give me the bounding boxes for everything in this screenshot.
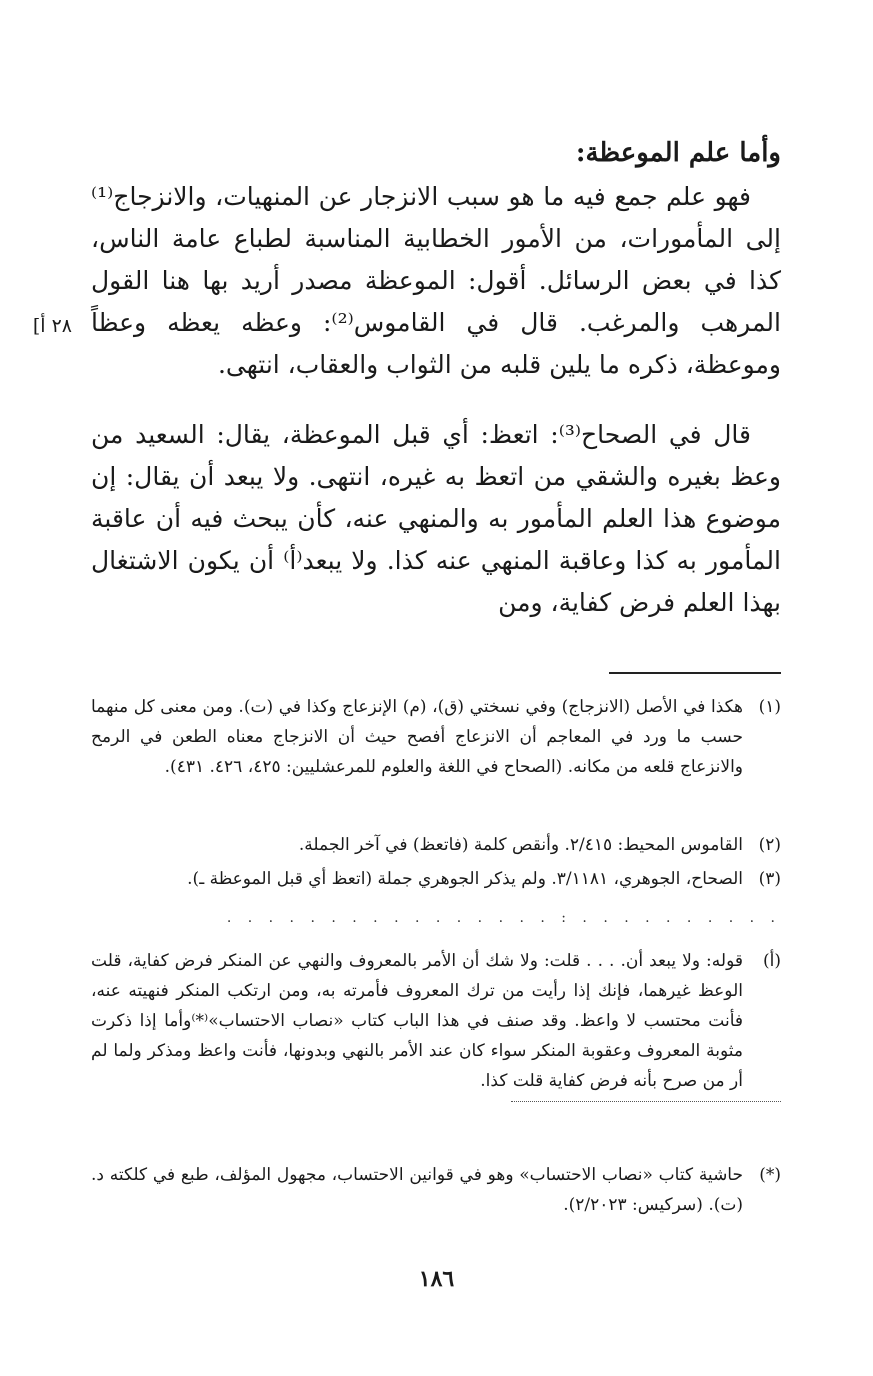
- paragraph-text: قال في الصحاح⁽³⁾: اتعظ: أي قبل الموعظة، يقال: السعيد من وعظ بغيره والشقي من اتعظ به غيره، انتهى. ولا يبعد أن يقال: إن موضوع هذا العلم المأمور به والمنهي عنه، كأن يبحث فيه أن عاقبة المأمور به كذا وعاقبة المنهي عنه كذا. ولا يبعد⁽أ⁾ أن يكون الاشتغال بهذا العلم فرض كفاية، ومن: [91, 420, 781, 617]
- footnote-text: القاموس المحيط: ٢/٤١٥. وأنقص كلمة (فاتعظ) في آخر الجملة.: [298, 835, 743, 855]
- folio-margin-note: ٢٨ أ]: [32, 315, 72, 337]
- star-note: [91, 1160, 781, 1220]
- footnote-marker: (٢): [758, 835, 781, 855]
- footnote-3: [91, 864, 781, 894]
- dotted-short-separator: [511, 1101, 781, 1102]
- dotted-separator: . . . . . . . . . . : . . . . . . . . . . . . . . . .: [226, 910, 781, 926]
- editor-note: [91, 946, 781, 1096]
- page-number: ١٨٦: [418, 1266, 455, 1292]
- footnote-text: هكذا في الأصل (الانزجاج) وفي نسختي (ق)، (م) الإنزعاج وكذا في (ت). ومن معنى كل منهما حسب ما ورد في المعاجم أن الانزعاج أفصح حيث أن الانزجاج معناه الطعن في الرمح والانزعاج قلعه من مكانه. (الصحاح في اللغة والعلوم للمرعشليين: ٤٢٥، ٤٢٦. ٤٣١).: [91, 697, 743, 777]
- footnote-marker: (٣): [758, 869, 781, 889]
- paragraph-text: فهو علم جمع فيه ما هو سبب الانزجار عن المنهيات، والانزجاج⁽¹⁾ إلى المأمورات، من الأمور الخطابية المناسبة لطباع عامة الناس، كذا في بعض الرسائل. أقول: الموعظة مصدر أريد بها هنا القول المرهب والمرغب. قال في القاموس⁽²⁾: وعظه يعظه وعظاً وموعظة، ذكره ما يلين قلبه من الثواب والعقاب، انتهى.: [91, 182, 781, 379]
- footnote-1: [91, 692, 781, 782]
- body-paragraph-1: [91, 176, 781, 386]
- footnote-marker: (أ): [763, 951, 781, 971]
- footnote-2: [91, 830, 781, 860]
- footnote-text: قوله: ولا يبعد أن. . . . قلت: ولا شك أن الأمر بالمعروف والنهي عن المنكر فرض كفاية، قلت الوعظ غيرهما، فإنك إذا رأيت من ترك المعروف فأمرته به، ومن ارتكب المنكر فنهيته عنه، فأنت محتسب لا واعظ. وقد صنف في هذا الباب كتاب «نصاب الاحتساب»⁽*⁾وأما إذا ذكرت مثوبة المعروف وعقوبة المنكر سواء كان عند الأمر بالنهي وبدونها، فأنت واعظ ومذكر ولما لم أر من صرح بأنه فرض كفاية قلت كذا.: [91, 951, 743, 1091]
- footnote-marker: (*): [759, 1165, 781, 1185]
- section-heading: وأما علم الموعظة:: [575, 138, 781, 168]
- body-paragraph-2: [91, 414, 781, 624]
- footnote-separator-line: [609, 672, 781, 674]
- footnote-text: الصحاح، الجوهري، ٣/١١٨١. ولم يذكر الجوهري جملة (اتعظ أي قبل الموعظة ـ).: [187, 869, 743, 889]
- footnote-marker: (١): [758, 697, 781, 717]
- footnote-text: حاشية كتاب «نصاب الاحتساب» وهو في قوانين الاحتساب، مجهول المؤلف، طبع في كلكته د. (ت). (سركيس: ٢/٢٠٢٣).: [91, 1165, 743, 1215]
